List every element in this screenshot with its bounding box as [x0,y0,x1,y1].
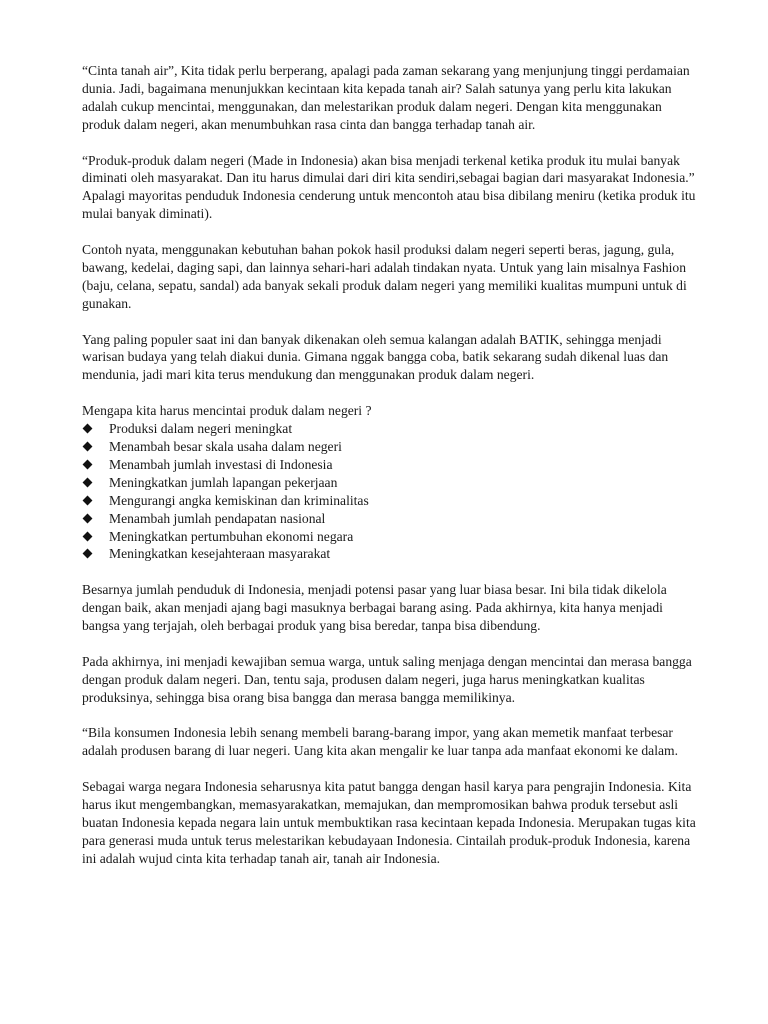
diamond-bullet-icon [83,531,93,541]
paragraph-konsumen-impor: “Bila konsumen Indonesia lebih senang membeli barang-barang impor, yang akan memetik manfaat terbesar adalah produsen barang di luar negeri. Uang kita akan mengalir ke luar tanpa ada manfaat ekonomi ke dalam. [82,725,678,759]
list-item [82,474,702,492]
list-item [82,510,702,528]
diamond-bullet-icon [83,549,93,559]
list-item-text: Produksi dalam negeri meningkat [109,421,293,437]
document-page [82,62,702,886]
paragraph-jumlah-penduduk: Besarnya jumlah penduduk di Indonesia, menjadi potensi pasar yang luar biasa besar. Ini bila tidak dikelola dengan baik, akan menjadi ajang bagi masuknya berbagai barang asing. Pada akhirnya, kita hanya menjadi bangsa yang terjajah, oleh berbagai produk yang bisa beredar, tanpa bisa dibendung. [82,582,667,634]
paragraph-contoh-nyata: Contoh nyata, menggunakan kebutuhan bahan pokok hasil produksi dalam negeri seperti beras, jagung, gula, bawang, kedelai, daging sapi, dan lainnya sehari-hari adalah tindakan nyata. Untuk yang lain misalnya Fashion (baju, celana, sepatu, sandal) ada banyak sekali produk dalam negeri yang memiliki kualitas mumpuni untuk di gunakan. [82,242,687,311]
list-item-text: Menambah besar skala usaha dalam negeri [109,438,342,454]
list-item [82,492,702,510]
diamond-bullet-icon [83,513,93,523]
paragraph-warga-negara: Sebagai warga negara Indonesia seharusnya kita patut bangga dengan hasil karya para pengrajin Indonesia. Kita harus ikut mengembangkan, memasyarakatkan, memajukan, dan mempromosikan bahwa produk tersebut asli buatan Indonesia kepada negara lain untuk membuktikan rasa kecintaan kepada Indonesia. Merupakan tugas kita para generasi muda untuk terus melestarikan kebudayaan Indonesia. Cintailah produk-produk Indonesia, karena ini adalah wujud cinta kita terhadap tanah air, tanah air Indonesia. [82,779,696,866]
reasons-section [82,402,702,563]
paragraph-batik: Yang paling populer saat ini dan banyak dikenakan oleh semua kalangan adalah BATIK, sehingga menjadi warisan budaya yang telah diakui dunia. Gimana nggak bangga coba, batik sekarang sudah dikenal luas dan mendunia, jadi mari kita terus mendukung dan menggunakan produk dalam negeri. [82,331,669,383]
list-item-text: Meningkatkan pertumbuhan ekonomi negara [109,528,354,544]
list-item [82,456,702,474]
diamond-bullet-icon [83,495,93,505]
list-heading: Mengapa kita harus mencintai produk dalam negeri ? [82,403,372,419]
paragraph-produk-dalam-negeri: “Produk-produk dalam negeri (Made in Indonesia) akan bisa menjadi terkenal ketika produk itu mulai banyak diminati oleh masyarakat. Dan itu harus dimulai dari diri kita sendiri,sebagai bagian dari masyarakat Indonesia.” Apalagi mayoritas penduduk Indonesia cenderung untuk mencontoh atau bisa dibilang meniru (ketika produk itu mulai banyak diminati). [82,152,696,222]
list-item [82,545,702,563]
list-item-text: Meningkatkan kesejahteraan masyarakat [109,546,331,562]
paragraph-cinta-tanah-air: “Cinta tanah air”, Kita tidak perlu berperang, apalagi pada zaman sekarang yang menjunjung tinggi perdamaian dunia. Jadi, bagaimana menunjukkan kecintaan kita kepada tanah air? Salah satunya yang perlu kita lakukan adalah cukup mencintai, menggunakan, dan melestarikan produk dalam negeri. Dengan kita menggunakan produk dalam negeri, akan menumbuhkan rasa cinta dan bangga terhadap tanah air. [82,63,690,132]
diamond-bullet-icon [83,459,93,469]
list-item-text: Menambah jumlah investasi di Indonesia [109,456,333,472]
list-item [82,420,702,438]
list-item [82,528,702,546]
list-item-text: Mengurangi angka kemiskinan dan kriminalitas [109,492,369,508]
list-item-text: Meningkatkan jumlah lapangan pekerjaan [109,474,338,490]
reasons-list [82,420,702,563]
diamond-bullet-icon [83,477,93,487]
list-item [82,438,702,456]
diamond-bullet-icon [83,424,93,434]
diamond-bullet-icon [83,442,93,452]
list-item-text: Menambah jumlah pendapatan nasional [109,510,326,526]
paragraph-kewajiban-warga: Pada akhirnya, ini menjadi kewajiban semua warga, untuk saling menjaga dengan mencintai dan merasa bangga dengan produk dalam negeri. Dan, tentu saja, produsen dalam negeri, juga harus meningkatkan kualitas produksinya, sehingga bisa orang bisa bangga dan merasa bangga memilikinya. [82,653,692,705]
